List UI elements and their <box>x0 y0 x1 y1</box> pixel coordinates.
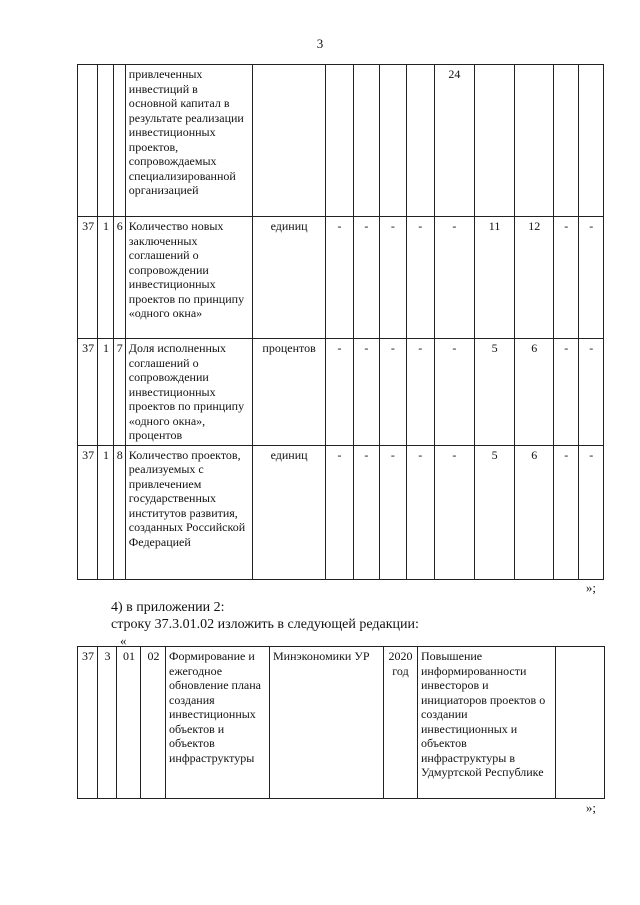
closing-quote: »; <box>585 800 596 815</box>
value-cell <box>554 65 579 217</box>
value-cell: 11 <box>474 217 515 339</box>
value-cell: 6 <box>515 339 554 446</box>
value-cell: - <box>554 339 579 446</box>
table-row <box>78 217 604 339</box>
value-cell: - <box>435 217 475 339</box>
code-cell: 37 <box>78 445 98 579</box>
code-cell: 3 <box>98 647 117 799</box>
amendment-paragraph: строку 37.3.01.02 изложить в следующей редакции: <box>111 617 419 632</box>
indicator-name-cell: Количество проектов, реализуемых с привлечением государственных институтов развития, созданных Российской Федерацией <box>125 445 252 579</box>
page-number: 3 <box>316 36 324 51</box>
value-cell: - <box>435 339 475 446</box>
unit-cell: процентов <box>252 339 325 446</box>
code-cell: 01 <box>117 647 141 799</box>
value-cell: - <box>406 445 434 579</box>
indicators-table <box>77 64 604 580</box>
code-cell: 37 <box>78 647 98 799</box>
activity-name-cell: Формирование и ежегодное обновление плана создания инвестиционных объектов и объектов инфраструктуры <box>166 647 270 799</box>
code-cell: 8 <box>113 445 125 579</box>
code-cell: 1 <box>98 217 113 339</box>
value-cell <box>406 65 434 217</box>
value-cell <box>353 65 379 217</box>
executor-cell: Минэкономики УР <box>270 647 384 799</box>
code-cell: 1 <box>98 339 113 446</box>
value-cell <box>474 65 515 217</box>
closing-quote: »; <box>585 580 596 595</box>
value-cell: - <box>353 339 379 446</box>
value-cell: - <box>326 339 353 446</box>
value-cell: 5 <box>474 445 515 579</box>
value-cell: - <box>380 339 406 446</box>
value-cell: 12 <box>515 217 554 339</box>
value-cell: - <box>554 445 579 579</box>
code-cell: 7 <box>113 339 125 446</box>
unit-cell <box>252 65 325 217</box>
unit-cell: единиц <box>252 445 325 579</box>
indicator-name-cell: привлеченных инвестиций в основной капитал в результате реализации инвестиционных проектов, сопровождаемых специализированной организацией <box>125 65 252 217</box>
value-cell: - <box>579 339 604 446</box>
value-cell: - <box>554 217 579 339</box>
amendment-paragraph: 4) в приложении 2: <box>111 600 225 615</box>
year-cell: 2020 год <box>384 647 418 799</box>
code-cell <box>98 65 113 217</box>
code-cell: 1 <box>98 445 113 579</box>
activity-table <box>77 646 605 799</box>
value-cell: - <box>326 445 353 579</box>
value-cell: - <box>326 217 353 339</box>
value-cell: 5 <box>474 339 515 446</box>
value-cell: 24 <box>435 65 475 217</box>
opening-quote: « <box>120 633 127 648</box>
code-cell <box>78 65 98 217</box>
value-cell <box>380 65 406 217</box>
table-row <box>78 65 604 217</box>
table-row <box>78 339 604 446</box>
result-cell: Повышение информированности инвесторов и инициаторов проектов о создании инвестиционных и объектов инфраструктуры в Удмуртской Республике <box>418 647 556 799</box>
value-cell: - <box>435 445 475 579</box>
code-cell: 37 <box>78 339 98 446</box>
unit-cell: единиц <box>252 217 325 339</box>
value-cell: 6 <box>515 445 554 579</box>
table-row <box>78 647 605 799</box>
extra-cell <box>556 647 605 799</box>
value-cell: - <box>579 445 604 579</box>
code-cell: 37 <box>78 217 98 339</box>
value-cell <box>326 65 353 217</box>
value-cell: - <box>406 217 434 339</box>
indicator-name-cell: Количество новых заключенных соглашений о сопровождении инвестиционных проектов по принципу «одного окна» <box>125 217 252 339</box>
value-cell: - <box>353 217 379 339</box>
value-cell: - <box>579 217 604 339</box>
value-cell <box>515 65 554 217</box>
table-row <box>78 445 604 579</box>
value-cell: - <box>353 445 379 579</box>
indicator-name-cell: Доля исполненных соглашений о сопровождении инвестиционных проектов по принципу «одного окна», процентов <box>125 339 252 446</box>
code-cell <box>113 65 125 217</box>
code-cell: 02 <box>141 647 166 799</box>
value-cell: - <box>380 217 406 339</box>
code-cell: 6 <box>113 217 125 339</box>
value-cell: - <box>406 339 434 446</box>
value-cell: - <box>380 445 406 579</box>
value-cell <box>579 65 604 217</box>
